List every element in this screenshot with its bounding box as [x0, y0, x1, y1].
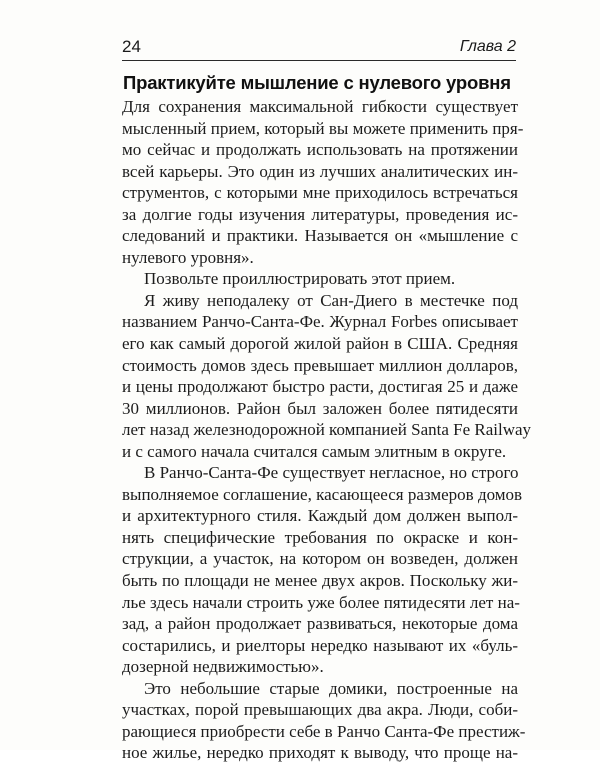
text-line: В Ранчо-Санта-Фе существует негласное, но строго — [144, 463, 519, 483]
page-number: 24 — [122, 37, 141, 56]
section-title: Практикуйте мышление с нулевого уровня — [123, 72, 511, 93]
text-line: участках, порой превышающих два акра. Люди, соби- — [122, 700, 518, 720]
text-line: струментов, с которыми мне приходилось встречаться — [122, 183, 518, 203]
text-line: дозерной недвижимостью». — [122, 657, 324, 677]
text-line: мысленный прием, который вы можете применить пря- — [122, 118, 524, 138]
text-line: и цены продолжают быстро расти, достигая 25 и даже — [122, 377, 518, 397]
text-line: и архитектурного стиля. Каждый дом должен выпол- — [122, 506, 518, 526]
text-line: его как самый дорогой жилой район в США. Средняя — [122, 334, 518, 354]
text-line: нулевого уровня». — [122, 247, 254, 267]
body-text — [122, 96, 532, 764]
text-line: мо сейчас и продолжать использовать на протяжении — [122, 140, 518, 160]
text-line: Для сохранения максимальной гибкости существует — [122, 97, 518, 116]
text-line: названием Ранчо-Санта-Фе. Журнал Forbes описывает — [122, 312, 518, 332]
text-line: лье здесь начали строить уже более пятидесяти лет на- — [122, 592, 520, 612]
text-line: лет назад железнодорожной компанией Santa Fe Railway — [122, 420, 532, 440]
running-header — [122, 36, 516, 61]
text-line: быть по площади не менее двух акров. Поскольку жи- — [122, 571, 518, 591]
text-line: всей карьеры. Это один из лучших аналитических ин- — [122, 161, 518, 181]
text-line: нять специфические требования по окраске и кон- — [122, 527, 518, 547]
text-line: стоимость домов здесь превышает миллион долларов, — [122, 355, 518, 375]
text-line: состарились, и риелторы нередко называют их «буль- — [122, 635, 518, 655]
text-line: рающиеся приобрести себе в Ранчо Санта-Фе престиж- — [122, 721, 526, 741]
text-line: Это небольшие старые домики, построенные на — [144, 678, 518, 698]
text-line: следований и практики. Называется он «мышление с — [122, 226, 518, 246]
text-line: ное жилье, нередко приходят к выводу, что проще на- — [122, 743, 518, 763]
text-line: Я живу неподалеку от Сан-Диего в местечке под — [144, 290, 518, 310]
chapter-label: Глава 2 — [459, 38, 516, 55]
text-line: 30 миллионов. Район был заложен более пятидесяти — [122, 398, 518, 418]
text-line: за долгие годы изучения литературы, проведения ис- — [122, 204, 518, 224]
text-line: и с самого начала считался самым элитным в округе. — [122, 441, 507, 461]
text-line: выполняемое соглашение, касающееся размеров домов — [122, 484, 523, 504]
text-line: Позвольте проиллюстрировать этот прием. — [144, 269, 456, 289]
text-line: зад, а район продолжает развиваться, некоторые дома — [122, 614, 518, 634]
text-line: струкции, а участок, на котором он возведен, должен — [122, 549, 518, 569]
